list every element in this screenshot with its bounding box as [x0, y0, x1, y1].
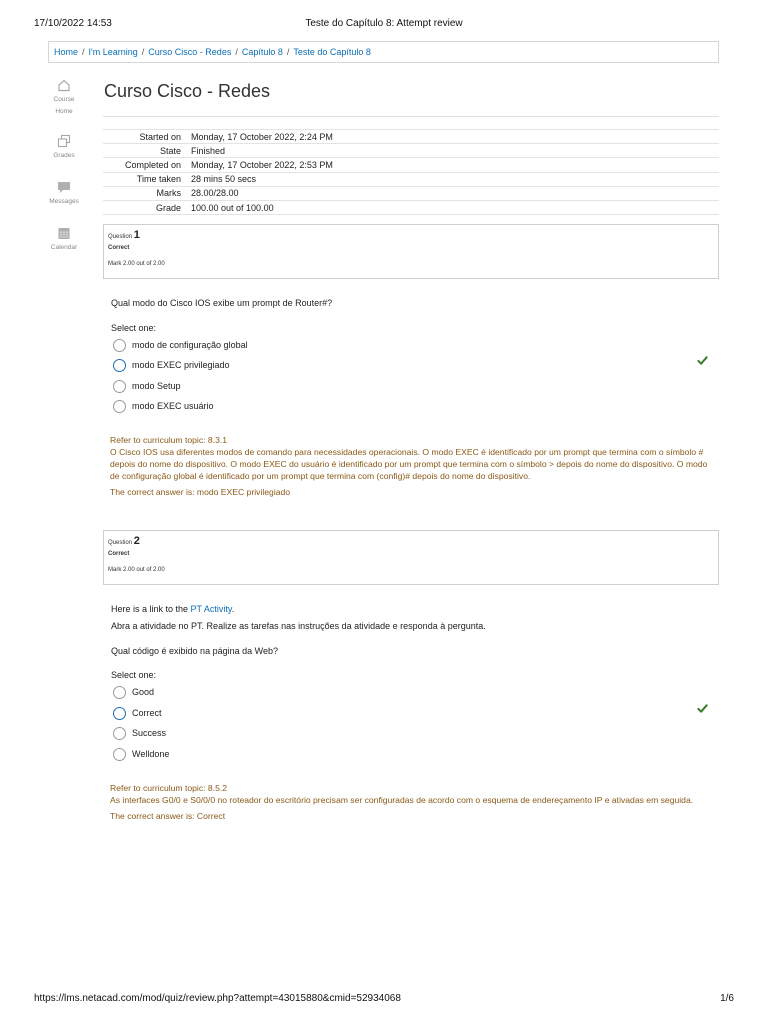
messages-icon	[57, 180, 71, 194]
home-icon	[57, 78, 71, 92]
summary-row	[103, 158, 719, 172]
nav-course-home[interactable]	[44, 78, 84, 118]
question-mark: Mark 2.00 out of 2.00	[108, 567, 165, 573]
summary-label: Started on	[139, 131, 181, 142]
breadcrumb-im-learning[interactable]: I'm Learning	[88, 47, 138, 57]
checkmark-icon	[697, 355, 708, 366]
answer-option-label: Welldone	[132, 749, 170, 759]
pt-activity-link[interactable]: PT Activity	[190, 604, 232, 614]
intro-text: Here is a link to the	[111, 604, 191, 614]
feedback-block	[110, 434, 710, 498]
summary-value: 100.00 out of 100.00	[191, 202, 274, 213]
nav-calendar-label: Calendar	[50, 244, 78, 251]
summary-value: Monday, 17 October 2022, 2:53 PM	[191, 159, 333, 170]
summary-row	[103, 144, 719, 158]
curriculum-topic: Refer to curriculum topic: 8.5.2	[110, 783, 228, 793]
answer-option[interactable]	[113, 726, 166, 740]
question-mark: Mark 2.00 out of 2.00	[108, 261, 165, 267]
nav-messages-label: Messages	[49, 198, 79, 205]
answer-option[interactable]	[113, 338, 248, 352]
breadcrumb	[48, 41, 719, 63]
answer-option[interactable]	[113, 747, 169, 761]
question-state: Correct	[108, 245, 130, 251]
radio-button-selected[interactable]	[113, 359, 126, 372]
summary-label: Marks	[156, 188, 181, 199]
question-info-box	[103, 224, 719, 279]
question-state: Correct	[108, 551, 130, 557]
page-title: Curso Cisco - Redes	[104, 81, 271, 101]
answer-option[interactable]	[113, 399, 214, 413]
radio-button[interactable]	[113, 380, 126, 393]
question-number: 1	[133, 229, 140, 241]
question-number: 2	[133, 535, 140, 547]
nav-calendar[interactable]	[44, 226, 84, 254]
question-intro-link-line	[111, 604, 234, 614]
radio-button[interactable]	[113, 727, 126, 740]
title-divider	[103, 116, 719, 117]
breadcrumb-quiz[interactable]: Teste do Capítulo 8	[293, 47, 371, 57]
feedback-explanation: As interfaces G0/0 e S0/0/0 no roteador do escritório precisam ser configuradas de acordo com o esquema de endereçamento IP e ativadas em seguida.	[110, 795, 694, 805]
radio-button-selected[interactable]	[113, 707, 126, 720]
question-number-line	[108, 229, 714, 241]
question-info-box	[103, 530, 719, 585]
print-date: 17/10/2022 14:53	[34, 18, 112, 29]
select-one-label: Select one:	[111, 670, 157, 680]
breadcrumb-home[interactable]: Home	[54, 47, 79, 57]
summary-value: Monday, 17 October 2022, 2:24 PM	[191, 131, 333, 142]
summary-row	[103, 130, 719, 144]
answer-option-label: modo EXEC privilegiado	[132, 360, 230, 370]
answer-option-label: modo Setup	[132, 381, 181, 391]
intro-text: .	[231, 604, 235, 614]
answer-option[interactable]	[113, 379, 181, 393]
question-prompt: Qual modo do Cisco IOS exibe um prompt de Router#?	[111, 298, 333, 308]
breadcrumb-chapter[interactable]: Capítulo 8	[241, 47, 283, 57]
summary-value: Finished	[191, 145, 226, 156]
print-page-number: 1/6	[720, 993, 734, 1004]
answer-option-label: Success	[132, 728, 167, 738]
question-number-line	[108, 535, 714, 547]
question-label: Question	[108, 234, 133, 240]
breadcrumb-separator: /	[82, 47, 85, 57]
breadcrumb-separator: /	[141, 47, 145, 57]
answer-option-label: modo de configuração global	[132, 340, 248, 350]
radio-button[interactable]	[113, 400, 126, 413]
summary-label: Grade	[155, 202, 181, 213]
nav-grades-label: Grades	[53, 152, 75, 159]
summary-value: 28 mins 50 secs	[191, 174, 257, 185]
answer-option-label: Good	[132, 687, 155, 697]
answer-option-selected[interactable]	[113, 358, 230, 372]
question-prompt: Qual código é exibido na página da Web?	[111, 646, 278, 656]
radio-button[interactable]	[113, 686, 126, 699]
attempt-summary-table	[103, 129, 719, 215]
nav-grades[interactable]	[44, 134, 84, 162]
radio-button[interactable]	[113, 748, 126, 761]
feedback-explanation: O Cisco IOS usa diferentes modos de comando para necessidades operacionais. O modo EXEC é identificado por um prompt que termina com o símbolo # depois do nome do dispositivo. O modo EXEC do usuário é identificado por um prompt que termina com o símbolo > depois do nome do dispositivo. O modo de configuração global é identificado por um prompt que termina com (config)# depois do nome do dispositivo.	[110, 447, 708, 481]
radio-button[interactable]	[113, 339, 126, 352]
summary-label: State	[159, 145, 181, 156]
select-one-label: Select one:	[111, 323, 157, 333]
breadcrumb-separator: /	[286, 47, 290, 57]
print-url: https://lms.netacad.com/mod/quiz/review.php?attempt=43015880&cmid=52934068	[34, 993, 401, 1004]
answer-option-selected[interactable]	[113, 706, 162, 720]
summary-value: 28.00/28.00	[191, 188, 239, 199]
calendar-icon	[57, 226, 71, 240]
answer-option-label: Correct	[132, 708, 162, 718]
grades-icon	[57, 134, 71, 148]
print-header	[34, 18, 734, 32]
curriculum-topic: Refer to curriculum topic: 8.3.1	[110, 435, 228, 445]
correct-answer: The correct answer is: Correct	[110, 811, 226, 821]
checkmark-icon	[697, 703, 708, 714]
nav-course-home-label: Course Home	[53, 96, 75, 115]
answer-option-label: modo EXEC usuário	[132, 401, 214, 411]
summary-label: Completed on	[124, 159, 181, 170]
breadcrumb-separator: /	[235, 47, 238, 57]
summary-row	[103, 186, 719, 200]
print-footer	[34, 993, 734, 1007]
feedback-block	[110, 782, 710, 822]
summary-row	[103, 200, 719, 214]
summary-label: Time taken	[136, 174, 181, 185]
answer-option[interactable]	[113, 685, 154, 699]
summary-row	[103, 172, 719, 186]
print-page-title: Teste do Capítulo 8: Attempt review	[305, 18, 463, 29]
nav-messages[interactable]	[44, 180, 84, 208]
question-label: Question	[108, 540, 133, 546]
question-instruction: Abra a atividade no PT. Realize as tarefas nas instruções da atividade e responda à pergunta.	[111, 621, 486, 631]
breadcrumb-course[interactable]: Curso Cisco - Redes	[148, 47, 232, 57]
correct-answer: The correct answer is: modo EXEC privilegiado	[110, 487, 291, 497]
